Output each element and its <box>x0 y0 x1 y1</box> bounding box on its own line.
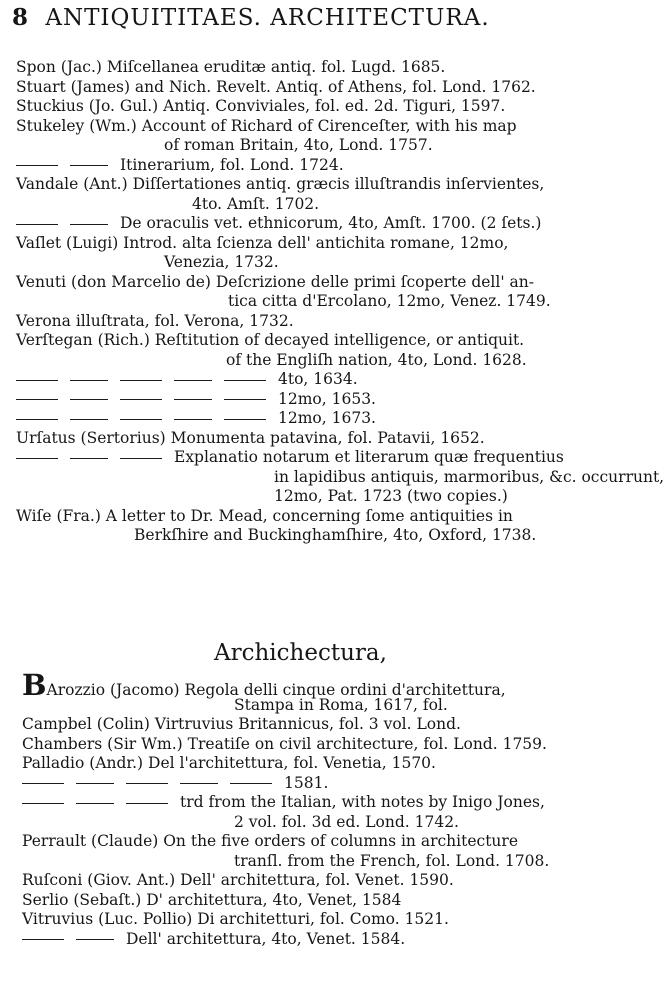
entry-line <box>22 774 612 794</box>
entry-line <box>16 526 610 546</box>
entry-line <box>22 852 612 872</box>
ditto-rule <box>70 458 108 459</box>
entry-text: tica citta d'Ercolano, 12mo, Venez. 1749. <box>228 292 551 310</box>
ditto-rule <box>126 803 168 804</box>
antiquities-list <box>16 58 664 546</box>
entry-text: Ruſconi (Giov. Ant.) Dell' architettura, fol. Venet. 1590. <box>22 871 454 889</box>
ditto-rule <box>16 380 58 381</box>
ditto-rule <box>70 224 108 225</box>
ditto-rule <box>70 380 108 381</box>
entry-line <box>16 370 610 390</box>
ditto-rule <box>22 803 64 804</box>
entry-text: Itinerarium, fol. Lond. 1724. <box>120 155 344 174</box>
entry-text: Vitruvius (Luc. Pollio) Di architetturi, fol. Como. 1521. <box>22 910 449 928</box>
entry-line <box>16 409 610 429</box>
page-header <box>12 4 610 44</box>
entry-line <box>16 156 610 176</box>
entry-line <box>16 175 610 195</box>
entry-text: Venezia, 1732. <box>164 253 279 271</box>
ditto-rule <box>174 419 212 420</box>
entry-line <box>22 696 612 716</box>
entry-line <box>16 312 610 332</box>
entry-line <box>16 331 610 351</box>
entry-line <box>16 487 610 507</box>
entry-line <box>16 195 610 215</box>
entry-text: Palladio (Andr.) Del l'architettura, fol. Venetia, 1570. <box>22 754 436 772</box>
entry-text: in lapidibus antiquis, marmoribus, &c. occurrunt, <box>274 467 664 486</box>
entry-text: 12mo, 1673. <box>278 409 376 427</box>
entry-line <box>22 832 612 852</box>
entry-line <box>16 234 610 254</box>
entry-text: Stukeley (Wm.) Account of Richard of Cirenceſter, with his map <box>16 116 517 135</box>
ditto-rule <box>16 458 58 459</box>
entry-text: Dell' architettura, 4to, Venet. 1584. <box>126 929 406 948</box>
entry-text: Spon (Jac.) Miſcellanea eruditæ antiq. fol. Lugd. 1685. <box>16 58 446 76</box>
ditto-rule <box>76 783 114 784</box>
entry-line <box>16 467 664 488</box>
ditto-rule <box>174 399 212 400</box>
entry-text: Verſtegan (Rich.) Reſtitution of decayed intelligence, or antiquit. <box>16 331 525 349</box>
entry-line <box>22 754 612 774</box>
entry-line <box>16 117 610 137</box>
ditto-rule <box>180 783 218 784</box>
architecture-list <box>22 668 612 949</box>
entry-text: De oraculis vet. ethnicorum, 4to, Amſt. 1700. (2 ſets.) <box>120 214 542 232</box>
entry-text: 12mo, 1653. <box>278 389 376 408</box>
entry-line <box>16 78 610 98</box>
entry-text: Arozzio (Jacomo) Regola delli cinque ordini d'architettura, <box>46 681 506 699</box>
ditto-rule <box>230 783 272 784</box>
entry-text: Venuti (don Marcelio de) Deſcrizione delle primi ſcoperte dell' an- <box>16 272 534 291</box>
entry-line <box>22 793 612 813</box>
entry-text: Urſatus (Sertorius) Monumenta patavina, fol. Patavii, 1652. <box>16 428 485 447</box>
ditto-rule <box>22 939 64 940</box>
ditto-rule <box>22 783 64 784</box>
entry-text: 4to. Amſt. 1702. <box>192 194 320 213</box>
ditto-rule <box>224 419 266 420</box>
drop-capital: B <box>22 668 47 702</box>
entry-text: Wiſe (Fra.) A letter to Dr. Mead, concerning ſome antiquities in <box>16 506 513 525</box>
entry-text: Explanatio notarum et literarum quæ frequentius <box>174 448 564 466</box>
entry-line <box>22 930 612 950</box>
entry-line <box>16 429 610 449</box>
ditto-rule <box>120 458 162 459</box>
entry-line <box>22 715 612 735</box>
ditto-rule <box>126 783 168 784</box>
entry-line <box>16 390 610 410</box>
ditto-rule <box>120 380 162 381</box>
entry-text: Stuckius (Jo. Gul.) Antiq. Conviviales, fol. ed. 2d. Tiguri, 1597. <box>16 97 506 115</box>
entry-line <box>16 97 610 117</box>
ditto-rule <box>174 380 212 381</box>
entry-line <box>22 735 612 755</box>
entry-text: Vandale (Ant.) Diſſertationes antiq. græcis illuſtrandis inſervientes, <box>16 175 545 193</box>
entry-text: 4to, 1634. <box>278 370 358 388</box>
page-number: 8 <box>12 4 30 31</box>
entry-text: of the Engliſh nation, 4to, Lond. 1628. <box>226 350 527 369</box>
ditto-rule <box>16 419 58 420</box>
ditto-rule <box>224 399 266 400</box>
ditto-rule <box>120 419 162 420</box>
ditto-rule <box>70 399 108 400</box>
entry-line <box>16 136 610 156</box>
entry-line <box>22 910 612 930</box>
entry-text: 1581. <box>284 773 329 792</box>
entry-text: Vaſlet (Luigi) Introd. alta ſcienza dell' antichita romane, 12mo, <box>16 233 509 252</box>
ditto-rule <box>70 165 108 166</box>
entry-line <box>16 58 610 78</box>
entry-text: trd from the Italian, with notes by Inigo Jones, <box>180 793 545 811</box>
entry-text: 2 vol. fol. 3d ed. Lond. 1742. <box>234 812 459 831</box>
entry-text: Campbel (Colin) Virtruvius Britannicus, fol. 3 vol. Lond. <box>22 715 461 733</box>
section-title: Archichectura, <box>214 640 387 666</box>
entry-line <box>16 292 610 312</box>
entry-line <box>22 891 612 911</box>
entry-text: Stampa in Roma, 1617, fol. <box>234 695 448 714</box>
entry-text: Serlio (Sebaſt.) D' architettura, 4to, Venet, 1584 <box>22 890 402 909</box>
entry-line <box>22 668 612 702</box>
entry-text: Perrault (Claude) On the five orders of columns in architecture <box>22 832 518 850</box>
ditto-rule <box>76 939 114 940</box>
ditto-rule <box>16 399 58 400</box>
ditto-rule <box>70 419 108 420</box>
entry-line <box>22 871 612 891</box>
ditto-rule <box>16 165 58 166</box>
entry-line <box>16 214 610 234</box>
entry-text: of roman Britain, 4to, Lond. 1757. <box>164 136 433 154</box>
entry-line <box>16 448 610 468</box>
ditto-rule <box>76 803 114 804</box>
entry-line <box>16 253 610 273</box>
entry-text: Verona illuſtrata, fol. Verona, 1732. <box>16 311 294 330</box>
ditto-rule <box>224 380 266 381</box>
entry-text: Berkſhire and Buckinghamſhire, 4to, Oxford, 1738. <box>134 526 537 544</box>
running-title: ANTIQUITITAES. ARCHITECTURA. <box>45 5 490 31</box>
ditto-rule <box>16 224 58 225</box>
entry-text: Stuart (James) and Nich. Revelt. Antiq. of Athens, fol. Lond. 1762. <box>16 77 536 96</box>
entry-text: Chambers (Sir Wm.) Treatiſe on civil architecture, fol. Lond. 1759. <box>22 734 547 753</box>
entry-text: 12mo, Pat. 1723 (two copies.) <box>274 487 508 505</box>
entry-line <box>16 507 610 527</box>
entry-line <box>22 813 612 833</box>
entry-text: tranſl. from the French, fol. Lond. 1708. <box>234 851 550 870</box>
ditto-rule <box>120 399 162 400</box>
entry-line <box>16 351 610 371</box>
entry-line <box>16 273 610 293</box>
